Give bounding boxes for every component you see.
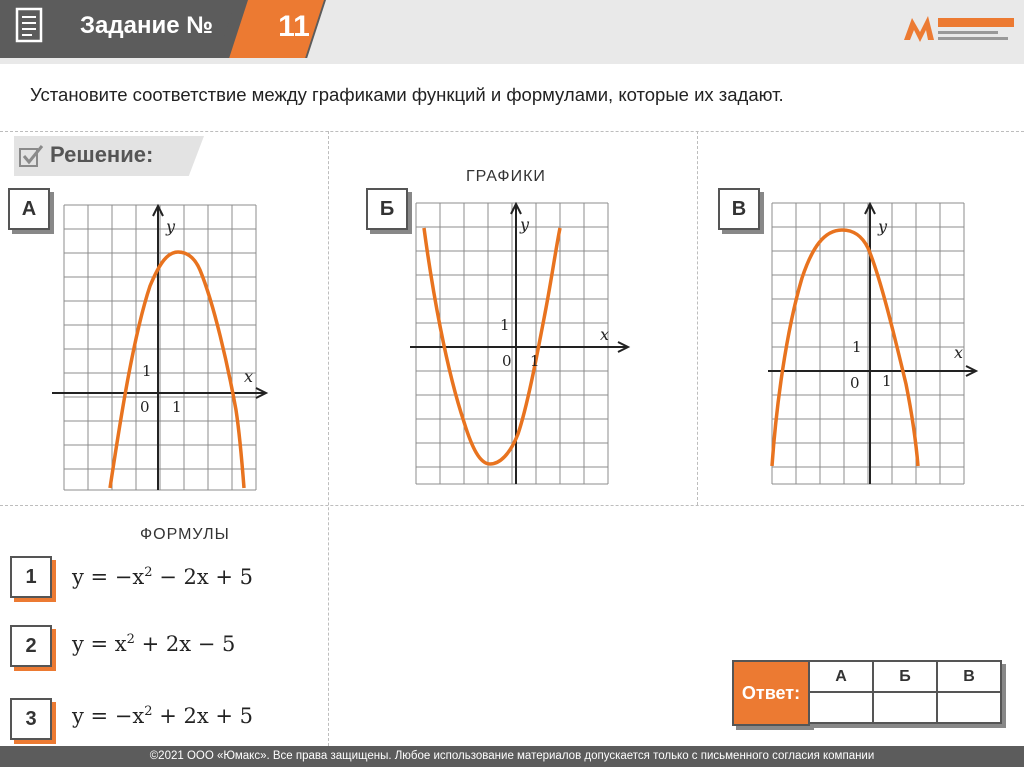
graph-v [764, 198, 982, 488]
answer-col-b: Б [873, 661, 937, 692]
graph-letter-v: В [718, 188, 760, 230]
graph-a-axis-y-label: y [166, 217, 176, 236]
formula-3-rhs: + 2x + 5 [152, 704, 253, 728]
document-icon [14, 6, 46, 46]
answer-label: Ответ: [732, 660, 810, 726]
graph-b-one-y-label: 1 [500, 316, 510, 334]
formula-number-2: 2 [10, 625, 52, 667]
graphs-title: ГРАФИКИ [466, 168, 546, 185]
divider-top [0, 131, 1024, 132]
graph-b-axis-y-label: y [520, 215, 530, 234]
formula-2: $y = x^2 + 2x - 5$ [72, 632, 236, 656]
graph-b-zero-label: 0 [502, 352, 512, 370]
formula-1: $y = -x^2 - 2x + 5$ [72, 565, 253, 589]
graph-v-axis-y-label: y [878, 217, 888, 236]
divider-middle [0, 505, 1024, 506]
graph-letter-a: А [8, 188, 50, 230]
checkbox-checked-icon [18, 143, 44, 169]
divider-v1 [328, 131, 329, 746]
divider-v2 [697, 131, 698, 505]
answer-table [808, 660, 1002, 724]
answer-header-row [809, 661, 1001, 692]
formula-1-rhs: − 2x + 5 [152, 565, 253, 589]
formula-2-lhs: y = x [72, 632, 127, 656]
answer-cell-b[interactable] [873, 692, 937, 723]
formula-2-rhs: + 2x − 5 [134, 632, 236, 656]
graph-letter-b: Б [366, 188, 408, 230]
graph-a-zero-label: 0 [140, 398, 150, 416]
footer-copyright: ©2021 ООО «Юмакс». Все права защищены. Любое использование материалов допускается только с письменного согласия компании [0, 746, 1024, 767]
graph-a [52, 200, 270, 492]
answer-value-row [809, 692, 1001, 723]
graph-v-curve [772, 230, 918, 466]
graph-a-grid [64, 205, 256, 490]
formula-3: $y = -x^2 + 2x + 5$ [72, 704, 253, 728]
graph-a-one-y-label: 1 [142, 362, 152, 380]
solution-label: Решение: [50, 142, 154, 167]
task-number: 11 [278, 10, 310, 43]
answer-cell-v[interactable] [937, 692, 1001, 723]
task-title: Задание № [80, 12, 213, 39]
graph-b-one-x-label: 1 [530, 352, 540, 370]
graph-v-one-y-label: 1 [852, 338, 862, 356]
graph-a-axis-x-label: x [244, 367, 254, 386]
formula-number-1: 1 [10, 556, 52, 598]
question-text: Установите соответствие между графиками функций и формулами, которые их задают. [30, 84, 784, 105]
answer-cell-a[interactable] [809, 692, 873, 723]
formula-number-3: 3 [10, 698, 52, 740]
answer-col-v: В [937, 661, 1001, 692]
graph-v-axis-x-label: x [954, 343, 964, 362]
answer-col-a: А [809, 661, 873, 692]
graph-a-curve [110, 252, 244, 488]
graph-b [410, 198, 634, 488]
graph-v-zero-label: 0 [850, 374, 860, 392]
formula-1-lhs: y = −x [72, 565, 145, 589]
formulas-title: ФОРМУЛЫ [140, 526, 230, 543]
formula-3-lhs: y = −x [72, 704, 145, 728]
graph-b-axis-x-label: x [600, 325, 610, 344]
maximum-logo-icon [898, 6, 1018, 54]
graph-v-one-x-label: 1 [882, 372, 892, 390]
graph-a-one-x-label: 1 [172, 398, 182, 416]
